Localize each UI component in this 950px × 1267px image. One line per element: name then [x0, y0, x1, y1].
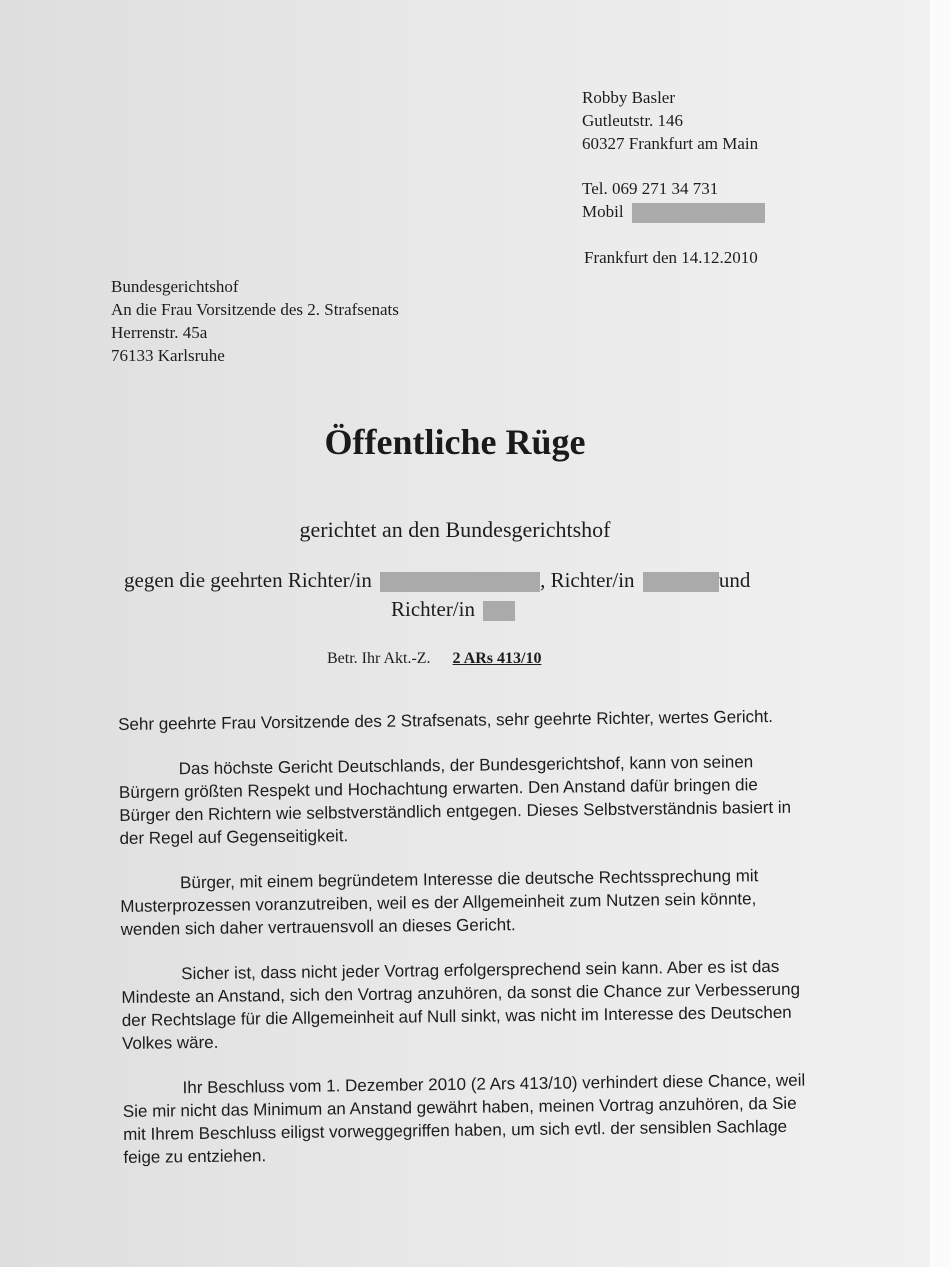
body-paragraph-4: Ihr Beschluss vom 1. Dezember 2010 (2 Ars 413/10) verhindert diese Chance, weil Sie mir nicht das Minimum an Anstand gewährt haben, meinen Vortrag anzuhören, da Sie mit Ihrem Beschluss eiligst vorweggegriffen haben, um sich evtl. der sensiblen Sachlage feige zu entziehen.	[122, 1070, 806, 1167]
body-paragraph-2: Bürger, mit einem begründetem Interesse die deutsche Rechtssprechung mit Musterprozessen voranzutreiben, weil es der Allgemeinheit zum Nutzen sein könnte, wenden sich daher vertrauensvoll an dieses Gericht.	[120, 866, 759, 939]
against-judges-line-2	[391, 596, 515, 622]
recipient-line-2: An die Frau Vorsitzende des 2. Strafsenats	[111, 300, 399, 319]
redacted-judge-name-3	[483, 601, 515, 621]
recipient-line-1: Bundesgerichtshof	[111, 277, 239, 296]
case-reference-number: 2 ARs 413/10	[452, 650, 542, 667]
sender-address-block	[582, 86, 765, 223]
redacted-judge-name-1	[380, 572, 540, 592]
sender-mobile-label: Mobil	[582, 202, 624, 221]
against-line-2-label: Richter/in	[391, 597, 475, 621]
letter-subtitle: gerichtet an den Bundesgerichtshof	[299, 517, 611, 542]
page-edge	[930, 0, 950, 1267]
redacted-judge-name-2	[643, 572, 719, 592]
sender-street: Gutleutstr. 146	[582, 111, 684, 130]
letter-body	[118, 705, 814, 1191]
body-paragraph-3: Sicher ist, dass nicht jeder Vortrag erfolgersprechend sein kann. Aber es ist das Mindeste an Anstand, sich den Vortrag anzuhören, da sonst die Chance zur Verbesserung der Rechtslage für die Allgemeinheit auf Null sinkt, was nicht im Interesse des Deutschen Volkes wäre.	[121, 956, 801, 1053]
sender-city: 60327 Frankfurt am Main	[582, 134, 759, 153]
redacted-mobile-number	[632, 203, 765, 223]
recipient-line-3: Herrenstr. 45a	[111, 323, 208, 342]
case-reference-label: Betr. Ihr Akt.-Z.	[327, 650, 431, 667]
salutation: Sehr geehrte Frau Vorsitzende des 2 Strafsenats, sehr geehrte Richter, wertes Gericht.	[118, 706, 774, 734]
letter-date: Frankfurt den 14.12.2010	[584, 248, 758, 267]
body-paragraph-1: Das höchste Gericht Deutschlands, der Bundesgerichtshof, kann von seinen Bürgern größten Respekt und Hochachtung erwarten. Den Anstand dafür bringen die Bürger den Richtern wie selbstverständlich entgegen. Dieses Selbstverständnis basiert in der Regel auf Gegenseitigkeit.	[118, 752, 792, 848]
recipient-line-4: 76133 Karlsruhe	[111, 346, 225, 365]
case-reference	[327, 648, 541, 670]
recipient-address-block	[111, 275, 399, 367]
against-judges-line-1	[124, 567, 750, 593]
sender-name: Robby Basler	[582, 88, 676, 107]
letter-title: Öffentliche Rüge	[324, 422, 586, 462]
sender-telephone: Tel. 069 271 34 731	[582, 179, 719, 198]
against-middle: , Richter/in	[540, 568, 635, 592]
sender-mobile-line	[582, 200, 765, 223]
against-suffix: und	[718, 568, 751, 592]
against-prefix: gegen die geehrten Richter/in	[124, 568, 372, 592]
